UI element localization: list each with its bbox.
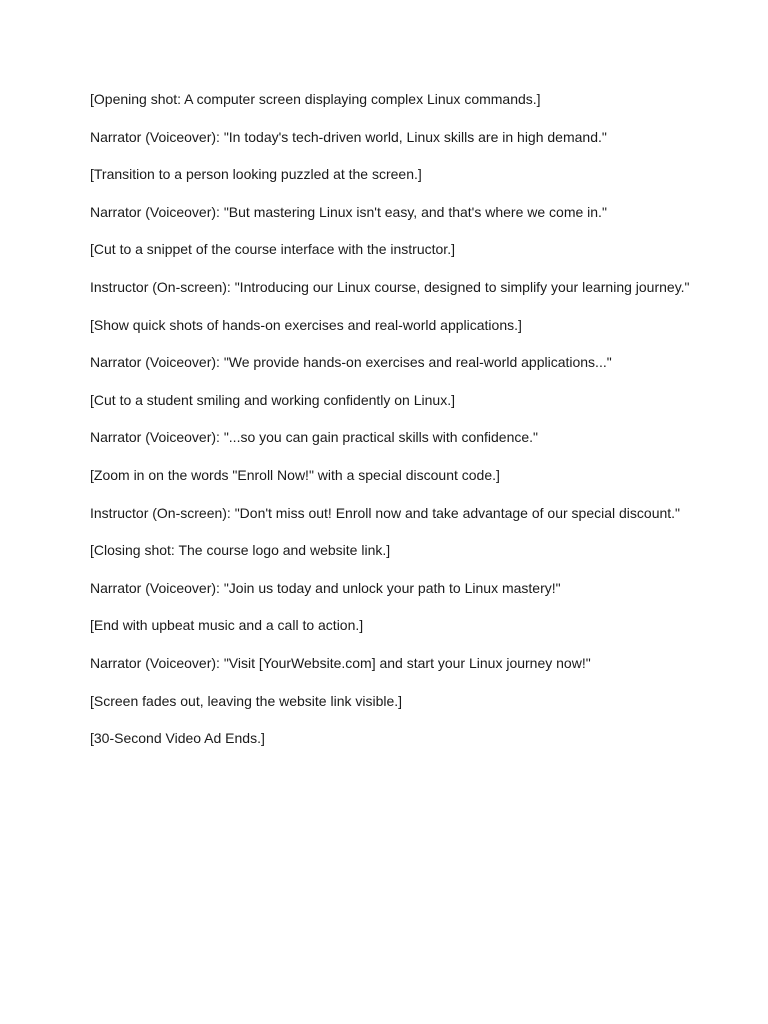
narrator-line: Narrator (Voiceover): "But mastering Linux isn't easy, and that's where we come in." <box>90 203 607 220</box>
stage-direction: [30-Second Video Ad Ends.] <box>90 730 265 747</box>
narrator-line: Narrator (Voiceover): "We provide hands-on exercises and real-world applications..." <box>90 354 612 371</box>
stage-direction: [Screen fades out, leaving the website link visible.] <box>90 692 403 709</box>
narrator-line: Narrator (Voiceover): "Join us today and unlock your path to Linux mastery!" <box>90 579 561 596</box>
stage-direction: [Zoom in on the words "Enroll Now!" with a special discount code.] <box>90 466 500 483</box>
instructor-line: Instructor (On-screen): "Introducing our Linux course, designed to simplify your learning journey." <box>90 278 690 295</box>
narrator-line: Narrator (Voiceover): "In today's tech-driven world, Linux skills are in high demand." <box>90 128 607 145</box>
stage-direction: [Cut to a snippet of the course interface with the instructor.] <box>90 241 455 258</box>
stage-direction: [Closing shot: The course logo and website link.] <box>90 542 391 559</box>
narrator-line: Narrator (Voiceover): "Visit [YourWebsite.com] and start your Linux journey now!" <box>90 654 591 671</box>
narrator-line: Narrator (Voiceover): "...so you can gain practical skills with confidence." <box>90 429 539 446</box>
script-body <box>90 90 690 767</box>
stage-direction: [Opening shot: A computer screen displaying complex Linux commands.] <box>90 91 541 107</box>
stage-direction: [Show quick shots of hands-on exercises and real-world applications.] <box>90 316 522 333</box>
stage-direction: [End with upbeat music and a call to action.] <box>90 617 364 634</box>
stage-direction: [Transition to a person looking puzzled at the screen.] <box>90 166 422 183</box>
stage-direction: [Cut to a student smiling and working confidently on Linux.] <box>90 391 455 408</box>
instructor-line: Instructor (On-screen): "Don't miss out! Enroll now and take advantage of our special discount." <box>90 504 681 521</box>
